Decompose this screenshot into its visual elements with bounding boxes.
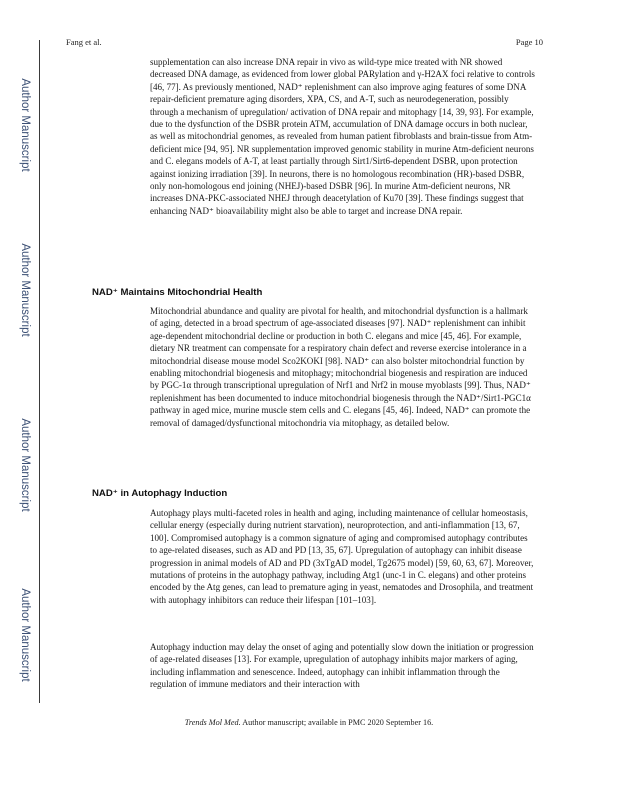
section-heading: NAD⁺ Maintains Mitochondrial Health bbox=[92, 287, 263, 298]
author-manuscript-label: Author Manuscript bbox=[19, 588, 31, 682]
author-manuscript-label: Author Manuscript bbox=[19, 418, 31, 512]
footer-text: Author manuscript; available in PMC 2020 September 16. bbox=[240, 718, 434, 727]
section-heading: NAD⁺ in Autophagy Induction bbox=[92, 488, 228, 499]
journal-name: Trends Mol Med. bbox=[184, 718, 241, 727]
author-manuscript-label: Author Manuscript bbox=[19, 243, 31, 337]
margin-rule bbox=[39, 40, 40, 703]
body-paragraph: Autophagy plays multi-faceted roles in health and aging, including maintenance of cellular homeostasis, cellular energy (especially during nutrient starvation), neuroprotection, and anti-inflammation [13, 67, 100]. Compromised autophagy is a common signature of aging and compromised autophagy contributes to age-related diseases, such as AD and PD [13, 35, 67]. Upregulation of autophagy can inhibit disease progression in animal models of AD and PD (3xTgAD model, Tg2675 model) [59, 60, 63, 67]. Moreover, mutations of proteins in the autophagy pathway, including Atg1 (unc-1 in C. elegans) and other proteins encoded by the Atg genes, can lead to premature aging in yeast, nematodes and Drosophila, and treatment with autophagy inhibitors can reduce their lifespan [101–103]. bbox=[150, 508, 534, 605]
running-header-author: Fang et al. bbox=[66, 37, 102, 47]
body-paragraph: Mitochondrial abundance and quality are pivotal for health, and mitochondrial dysfunction is a hallmark of aging, detected in a broad spectrum of age-associated diseases [97]. NAD⁺ replenishment can inhibit age-dependent mitochondrial decline or production in both C. elegans and mice [45, 46]. For example, dietary NR treatment can compensate for a respiratory chain defect and reverse exercise intolerance in a mitochondrial disease mouse model Sco2KOKI [98]. NAD⁺ can also bolster mitochondrial function by enabling mitochondrial biogenesis and mitophagy; mitochondrial biogenesis and respiration are induced by PGC-1α through transcriptional upregulation of Nrf1 and Nrf2 in mouse myoblasts [99]. Thus, NAD⁺ replenishment has been documented to induce mitochondrial biogenesis through the NAD⁺/Sirt1-PGC1α pathway in aged mice, murine muscle stem cells and C. elegans [45, 46]. Indeed, NAD⁺ can promote the removal of damaged/dysfunctional mitochondria via mitophagy, as detailed below. bbox=[150, 306, 531, 428]
footer-citation bbox=[0, 718, 618, 727]
body-paragraph: Autophagy induction may delay the onset of aging and potentially slow down the initiation or progression of age-related diseases [13]. For example, upregulation of autophagy inhibits major markers of aging, including inflammation and senescence. Indeed, autophagy can inhibit inflammation through the regulation of immune mediators and their interaction with bbox=[150, 642, 534, 690]
page-number: Page 10 bbox=[515, 37, 543, 47]
body-paragraph: supplementation can also increase DNA repair in vivo as wild-type mice treated with NR showed decreased DNA damage, as evidenced from lower global PARylation and γ-H2AX foci relative to controls [46, 77]. As previously mentioned, NAD⁺ replenishment can also improve aging features of some DNA repair-deficient premature aging disorders, XPA, CS, and A-T, such as neurodegeneration, possibly through a mechanism of upregulation/ activation of DNA repair and mitophagy [14, 39, 93]. For example, due to the dysfunction of the DSBR protein ATM, accumulation of DNA damage occurs in both nuclear, as well as mitochondrial genomes, as revealed from human patient fibroblasts and brain-tissue from Atm-deficient mice [94, 95]. NR supplementation improved genomic stability in murine Atm-deficient neurons and C. elegans models of A-T, at least partially through Sirt1/Sirt6-dependent DSBR, upon protection against ionizing irradiation [39]. In neurons, there is no homologous recombination (HR)-based DSBR, only non-homologous end joining (NHEJ)-based DSBR [96]. In murine Atm-deficient neurons, NR increases DNA-PKC-associated NHEJ through deacetylation of Ku70 [39]. These findings suggest that enhancing NAD⁺ bioavailability might also be able to target and increase DNA repair. bbox=[150, 57, 535, 216]
author-manuscript-label: Author Manuscript bbox=[19, 78, 31, 172]
